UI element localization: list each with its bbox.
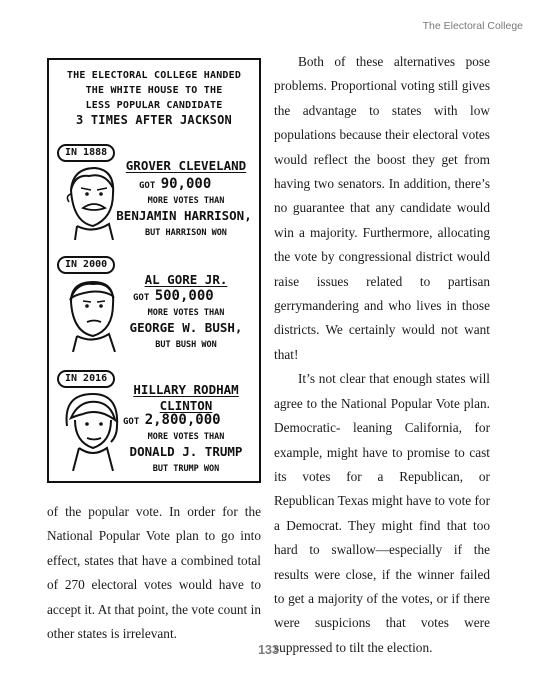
election-result: BUT TRUMP WON <box>152 464 220 474</box>
year-badge-2000: IN 2000 <box>57 256 115 274</box>
more-votes-than: MORE VOTES THAN <box>147 196 225 206</box>
paragraph: It’s not clear that enough states will agree to the National Popular Vote plan. Democratic- leaning California, for example, might have to promise to cast its votes for a Republican, or Republican Texas might have to vote for a Democrat. They might find that too hard to swallow—especially if the results were close, if the winner failed to get a majority of the votes, or if there were suspicions that votes were suppressed to tilt the election. <box>274 371 490 655</box>
year-badge-1888: IN 1888 <box>57 144 115 162</box>
opponent-name: GEORGE W. BUSH, <box>129 320 243 335</box>
opponent-name: BENJAMIN HARRISON, <box>116 208 252 223</box>
opponent-name: DONALD J. TRUMP <box>129 444 243 459</box>
more-votes-than: MORE VOTES THAN <box>147 432 225 442</box>
headline-line: THE ELECTORAL COLLEGE HANDED <box>66 70 242 81</box>
running-head: The Electoral College <box>422 20 523 32</box>
winner-name-line-1: HILLARY RODHAM <box>133 382 239 397</box>
vote-margin <box>139 176 239 192</box>
election-result: BUT BUSH WON <box>155 340 217 350</box>
more-votes-than: MORE VOTES THAN <box>147 308 225 318</box>
illustration-headline <box>49 68 259 128</box>
electoral-college-illustration <box>47 58 261 483</box>
paragraph: Both of these alternatives pose problems. Proportional voting still gives the advantage to states with low populations because their electoral votes would reflect the boost they get from having two senators. In addition, there’s no guarantee that any candidate would win a majority. Furthermore, allocating the vote by congressional district would raise issues related to partisan gerrymandering and who lives in those districts. We certainly would not want that! <box>274 54 490 362</box>
vote-margin <box>133 288 243 304</box>
left-column-text <box>47 500 261 646</box>
headline-emphasis: 3 TIMES AFTER JACKSON <box>76 113 232 127</box>
got-label: GOT <box>123 417 140 427</box>
headline-line: THE WHITE HOUSE TO THE <box>85 85 223 96</box>
vote-margin-number: 2,800,000 <box>144 412 221 428</box>
page-number: 133 <box>258 643 279 657</box>
election-result: BUT HARRISON WON <box>145 228 227 238</box>
vote-margin-number: 500,000 <box>154 288 214 304</box>
got-label: GOT <box>139 181 156 191</box>
vote-margin-number: 90,000 <box>160 176 212 192</box>
year-badge-2016: IN 2016 <box>57 370 115 388</box>
vote-margin <box>123 412 253 428</box>
paragraph-continued: of the popular vote. In order for the National Popular Vote plan to go into effect, states that have a combined total of 270 electoral votes would have to accept it. At that point, the vote count in other states is irrelevant. <box>47 504 261 642</box>
got-label: GOT <box>133 293 150 303</box>
headline-line: LESS POPULAR CANDIDATE <box>85 100 223 111</box>
winner-name: GROVER CLEVELAND <box>125 158 247 173</box>
winner-name: AL GORE JR. <box>144 272 228 287</box>
winner-name-line-2: CLINTON <box>159 398 213 413</box>
right-column-text <box>274 50 490 660</box>
